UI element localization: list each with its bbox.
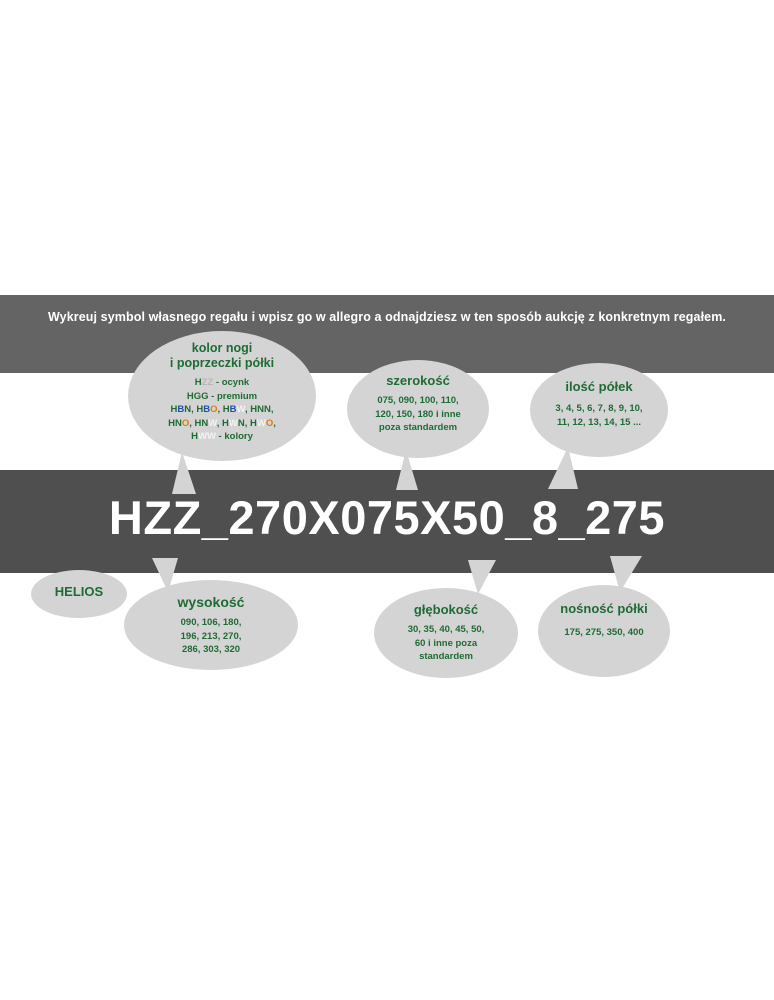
ilosc-polek-lines bbox=[530, 402, 668, 429]
wysokosc-line-2: 196, 213, 270, bbox=[180, 630, 242, 642]
glebokosc-lines bbox=[374, 623, 518, 664]
wysokosc-lines bbox=[124, 616, 298, 657]
szerokosc-lines bbox=[347, 394, 489, 435]
szerokosc-title: szerokość bbox=[386, 373, 450, 388]
kolor-line-1: HZZ - ocynk bbox=[194, 377, 250, 388]
kolor-line-3: HBN, HBO, HBW, HNN, bbox=[170, 404, 274, 415]
glebokosc-line-1: 30, 35, 40, 45, 50, bbox=[407, 624, 485, 635]
wysokosc-line-3: 286, 303, 320 bbox=[181, 644, 241, 655]
glebokosc-line-3: standardem bbox=[419, 651, 473, 662]
callout-wysokosc bbox=[124, 580, 298, 670]
headline-text: Wykreuj symbol własnego regału i wpisz go w allegro a odnajdziesz w ten sposób aukcję z konkretnym regałem. bbox=[47, 310, 726, 324]
callout-nosnosc-polki bbox=[538, 585, 670, 677]
callout-ilosc-polek bbox=[530, 363, 668, 457]
ilosc-polek-line-2: 11, 12, 13, 14, 15 ... bbox=[557, 416, 641, 428]
szerokosc-line-3: poza standardem bbox=[378, 422, 458, 433]
ilosc-polek-line-1: 3, 4, 5, 6, 7, 8, 9, 10, bbox=[555, 403, 643, 414]
wysokosc-title: wysokość bbox=[177, 594, 245, 610]
kolor-nogi-tail bbox=[172, 452, 196, 494]
glebokosc-line-2: 60 i inne poza bbox=[414, 637, 478, 649]
kolor-nogi-lines bbox=[128, 376, 316, 444]
glebokosc-tail bbox=[468, 560, 496, 594]
kolor-line-2: HGG - premium bbox=[186, 390, 258, 402]
callout-glebokosc bbox=[374, 588, 518, 678]
kolor-nogi-title-line2: i poprzeczki półki bbox=[169, 356, 275, 370]
szerokosc-line-1: 075, 090, 100, 110, bbox=[377, 395, 459, 406]
kolor-nogi-title-line1: kolor nogi bbox=[191, 341, 253, 355]
top-dark-band bbox=[0, 295, 774, 373]
product-code-text: HZZ_270X075X50_8_275 bbox=[108, 491, 666, 544]
callout-szerokosc bbox=[347, 360, 489, 458]
kolor-line-5: HWW - kolory bbox=[191, 431, 253, 442]
kolor-line-4: HNO, HNW, HWN, HWO, bbox=[168, 417, 276, 429]
callout-brand-helios bbox=[31, 570, 127, 618]
szerokosc-line-2: 120, 150, 180 i inne bbox=[375, 408, 461, 420]
nosnosc-polki-line-1: 175, 275, 350, 400 bbox=[564, 627, 644, 638]
nosnosc-polki-title: nośność półki bbox=[560, 601, 648, 616]
brand-title: HELIOS bbox=[54, 584, 104, 599]
glebokosc-title: głębokość bbox=[413, 602, 479, 617]
callout-kolor-nogi bbox=[128, 331, 316, 461]
ilosc-polek-title: ilość półek bbox=[565, 379, 633, 394]
nosnosc-polki-lines bbox=[538, 626, 670, 640]
wysokosc-line-1: 090, 106, 180, bbox=[180, 617, 242, 628]
